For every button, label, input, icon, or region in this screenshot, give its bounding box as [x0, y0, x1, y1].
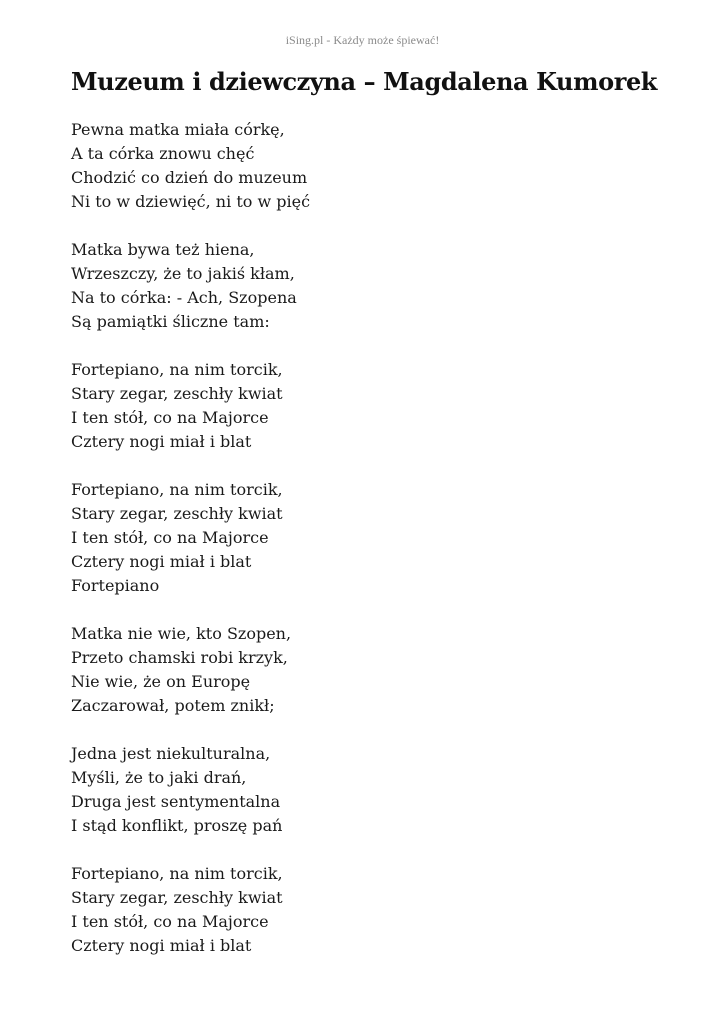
lyric-line: Druga jest sentymentalna	[71, 792, 281, 811]
stanza-1	[71, 118, 310, 214]
lyric-line: Są pamiątki śliczne tam:	[71, 312, 270, 331]
lyric-line: Wrzeszczy, że to jakiś kłam,	[71, 264, 295, 283]
lyric-line: Chodzić co dzień do muzeum	[71, 168, 308, 187]
lyric-line: Zaczarował, potem znikł;	[71, 696, 275, 715]
stanza-3-chorus	[71, 358, 310, 454]
stanza-5	[71, 622, 310, 718]
lyric-line: Nie wie, że on Europę	[71, 672, 251, 691]
lyric-line: Myśli, że to jaki drań,	[71, 768, 247, 787]
lyric-line: Stary zegar, zeschły kwiat	[71, 504, 283, 523]
stanza-4-chorus	[71, 478, 310, 598]
lyric-line: Fortepiano, na nim torcik,	[71, 360, 283, 379]
lyric-line: Jedna jest niekulturalna,	[71, 744, 271, 763]
lyric-line: I stąd konflikt, proszę pań	[71, 816, 283, 835]
lyrics-body	[71, 118, 310, 982]
lyric-line: I ten stół, co na Majorce	[71, 408, 269, 427]
lyric-line: Fortepiano, na nim torcik,	[71, 864, 283, 883]
site-header: iSing.pl - Każdy może śpiewać!	[285, 33, 440, 47]
lyric-line: Cztery nogi miał i blat	[71, 936, 252, 955]
lyric-line: I ten stół, co na Majorce	[71, 912, 269, 931]
stanza-2	[71, 238, 310, 334]
lyric-line: Stary zegar, zeschły kwiat	[71, 384, 283, 403]
lyric-line: Pewna matka miała córkę,	[71, 120, 285, 139]
lyric-line: Stary zegar, zeschły kwiat	[71, 888, 283, 907]
song-title: Muzeum i dziewczyna – Magdalena Kumorek	[71, 67, 658, 96]
lyric-line: Ni to w dziewięć, ni to w pięć	[71, 192, 311, 211]
lyric-line: Fortepiano	[71, 576, 160, 595]
stanza-6	[71, 742, 310, 838]
lyric-line: Fortepiano, na nim torcik,	[71, 480, 283, 499]
lyric-line: Cztery nogi miał i blat	[71, 432, 252, 451]
lyric-line: I ten stół, co na Majorce	[71, 528, 269, 547]
stanza-7-chorus	[71, 862, 310, 958]
lyric-line: Na to córka: - Ach, Szopena	[71, 288, 297, 307]
lyric-line: Matka bywa też hiena,	[71, 240, 255, 259]
lyric-line: A ta córka znowu chęć	[71, 144, 255, 163]
lyric-line: Przeto chamski robi krzyk,	[71, 648, 288, 667]
lyric-line: Cztery nogi miał i blat	[71, 552, 252, 571]
lyric-line: Matka nie wie, kto Szopen,	[71, 624, 292, 643]
